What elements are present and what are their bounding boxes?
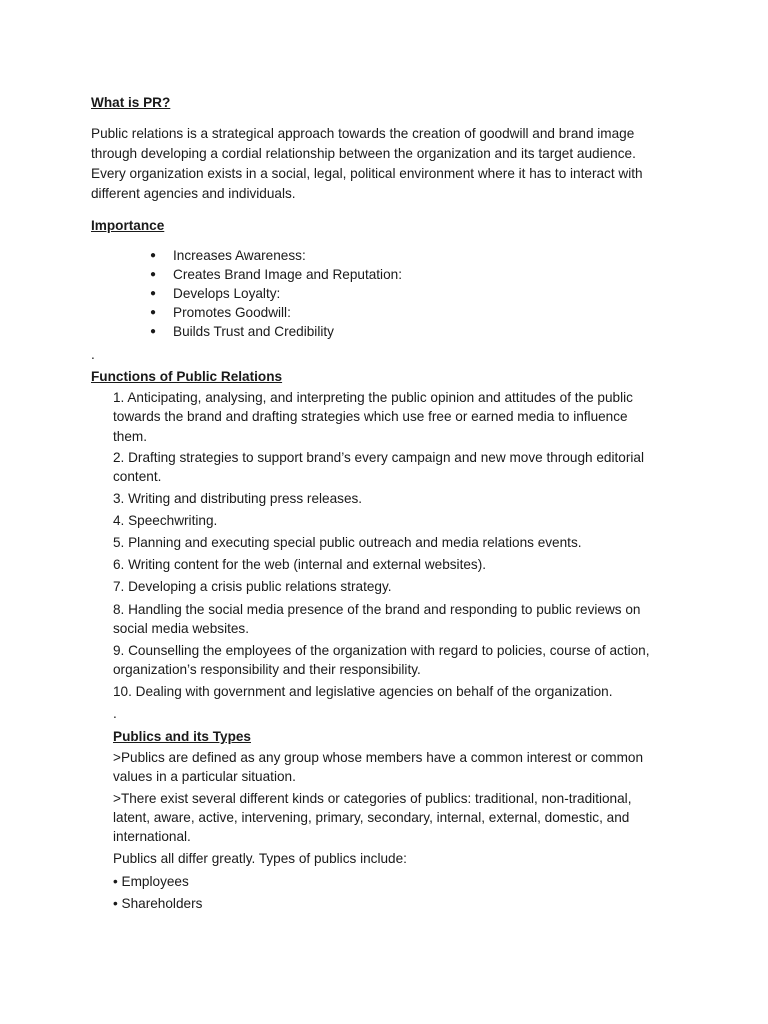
functions-line: 8. Handling the social media presence of the brand and responding to public reviews on	[113, 602, 641, 617]
functions-line: organization’s responsibility and their responsibility.	[113, 662, 421, 677]
bullet-dot: ●	[150, 250, 157, 261]
paragraph-line: through developing a cordial relationship between the organization and its target audience.	[91, 146, 636, 161]
functions-line: 3. Writing and distributing press releases.	[113, 491, 363, 506]
paragraph-line: Every organization exists in a social, legal, political environment where it has to interact with	[91, 166, 643, 181]
functions-line: 7. Developing a crisis public relations strategy.	[113, 579, 392, 594]
functions-line: 9. Counselling the employees of the organization with regard to policies, course of action,	[113, 643, 650, 658]
functions-line: 6. Writing content for the web (internal and external websites).	[113, 557, 487, 572]
functions-line: social media websites.	[113, 621, 249, 636]
publics-line: >There exist several different kinds or categories of publics: traditional, non-traditional,	[113, 791, 632, 806]
functions-line: towards the brand and drafting strategies which use free or earned media to influence	[113, 409, 628, 424]
importance-item: Develops Loyalty:	[173, 286, 281, 301]
functions-line: 10. Dealing with government and legislative agencies on behalf of the organization.	[113, 684, 613, 699]
importance-item: Builds Trust and Credibility	[173, 324, 334, 339]
publics-line: >Publics are defined as any group whose members have a common interest or common	[113, 750, 644, 765]
importance-heading: Importance	[91, 218, 165, 233]
importance-item: Creates Brand Image and Reputation:	[173, 267, 402, 282]
functions-line: content.	[113, 469, 162, 484]
paragraph-line: different agencies and individuals.	[91, 186, 296, 201]
functions-line: 1. Anticipating, analysing, and interpreting the public opinion and attitudes of the public	[113, 390, 633, 405]
importance-item: Increases Awareness:	[173, 248, 306, 263]
functions-line: 2. Drafting strategies to support brand’s every campaign and new move through editorial	[113, 450, 644, 465]
publics-type-item: • Employees	[113, 874, 189, 889]
bullet-dot: ●	[150, 269, 157, 280]
separator-dot: .	[113, 706, 117, 721]
publics-line: values in a particular situation.	[113, 769, 296, 784]
bullet-dot: ●	[150, 307, 157, 318]
publics-line: international.	[113, 829, 191, 844]
publics-heading: Publics and its Types	[113, 729, 251, 744]
bullet-dot: ●	[150, 288, 157, 299]
importance-item: Promotes Goodwill:	[173, 305, 291, 320]
separator-dot: .	[91, 347, 95, 362]
publics-line: Publics all differ greatly. Types of publics include:	[113, 851, 407, 866]
functions-line: them.	[113, 429, 147, 444]
paragraph-line: Public relations is a strategical approach towards the creation of goodwill and brand image	[91, 126, 635, 141]
functions-line: 5. Planning and executing special public outreach and media relations events.	[113, 535, 582, 550]
publics-type-item: • Shareholders	[113, 896, 203, 911]
functions-heading: Functions of Public Relations	[91, 369, 283, 384]
bullet-dot: ●	[150, 326, 157, 337]
functions-line: 4. Speechwriting.	[113, 513, 218, 528]
publics-line: latent, aware, active, intervening, primary, secondary, internal, external, domestic, and	[113, 810, 630, 825]
what-is-pr-heading: What is PR?	[91, 95, 171, 110]
